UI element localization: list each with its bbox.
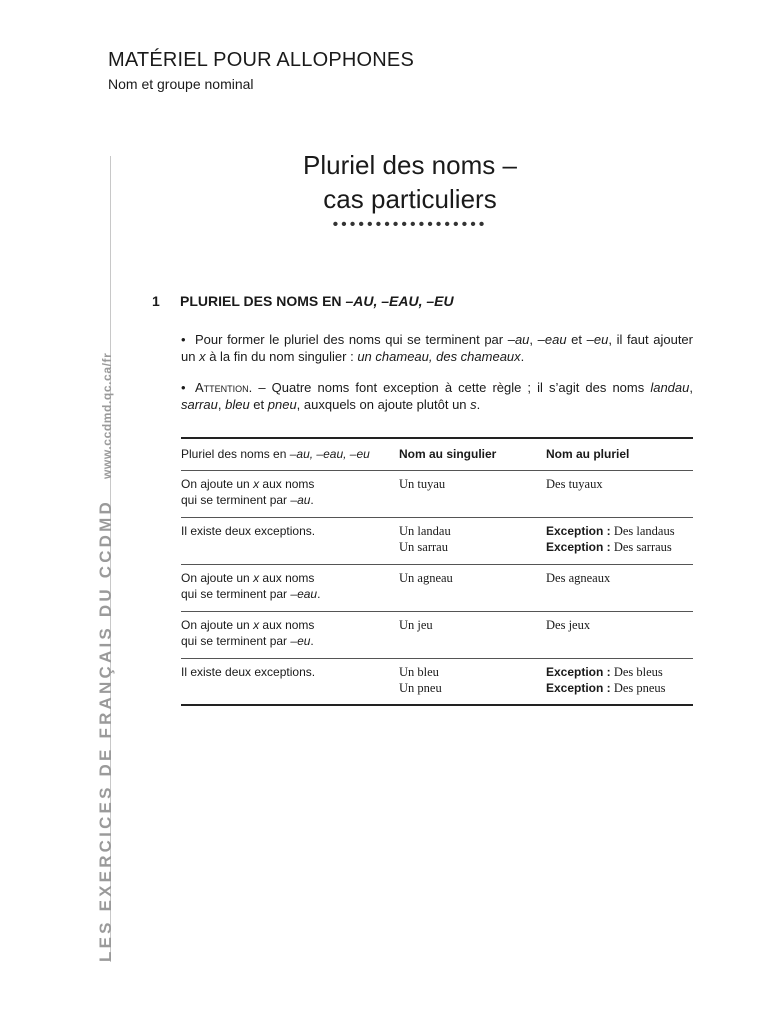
- table-row: [181, 564, 693, 611]
- italic-run: x: [253, 571, 260, 585]
- text-run: .: [310, 634, 314, 648]
- attention-paragraph: [181, 379, 693, 413]
- italic-run: bleu: [225, 397, 250, 412]
- attention-label: Attention.: [195, 380, 253, 395]
- italic-run: –eu: [586, 332, 609, 347]
- column-header-rule: [181, 439, 399, 470]
- exception-label: Exception :: [546, 524, 611, 538]
- italic-run: un chameau, des chameaux: [357, 349, 521, 364]
- text-run: ,: [529, 332, 538, 347]
- table-row: [181, 470, 693, 517]
- italic-run: s: [470, 397, 477, 412]
- cell-line: Un sarrau: [399, 540, 448, 554]
- page-title-line-2: cas particuliers: [323, 184, 497, 214]
- singular-cell: Un tuyau: [399, 477, 446, 491]
- italic-run: –au: [290, 493, 311, 507]
- italic-run: –eau: [537, 332, 567, 347]
- rule-cell: [181, 612, 399, 658]
- plural-cell: Des agneaux: [546, 571, 611, 585]
- table-header-row: [181, 439, 693, 470]
- italic-run: x: [253, 618, 260, 632]
- rule-cell: [181, 565, 399, 611]
- italic-run: –eau: [290, 587, 318, 601]
- table-row: [181, 658, 693, 704]
- series-subtitle: Nom et groupe nominal: [108, 76, 254, 92]
- exception-label: Exception :: [546, 681, 611, 695]
- cell-line: [546, 523, 693, 539]
- plural-cell: [546, 518, 693, 564]
- section-number: 1: [152, 293, 160, 309]
- text-run: On ajoute un: [181, 477, 254, 491]
- text-run: qui se terminent par: [181, 634, 291, 648]
- cell-line: [181, 586, 399, 602]
- cell-line: [181, 570, 399, 586]
- italic-run: x: [199, 349, 206, 364]
- text-run: .: [317, 587, 321, 601]
- cell-line: Un bleu: [399, 665, 439, 679]
- text-run: – Quatre noms font exception à cette règle ; il s’agit des noms: [252, 380, 651, 395]
- plural-rules-table: [181, 437, 693, 706]
- exception-label: Exception :: [546, 665, 611, 679]
- rule-paragraph: [181, 331, 693, 365]
- sidebar-vertical-text: [96, 353, 116, 962]
- text-run: .: [310, 493, 314, 507]
- bullet-point: •: [181, 380, 186, 395]
- text-run: aux noms: [259, 618, 315, 632]
- singular-cell: Un jeu: [399, 618, 433, 632]
- section-heading: [152, 293, 454, 309]
- rule-cell: [181, 471, 399, 517]
- title-dots-divider: ••••••••••••••••••: [332, 216, 488, 233]
- bullet-point: •: [181, 332, 186, 347]
- cell-line: [181, 492, 399, 508]
- table-row: [181, 517, 693, 564]
- cell-line: [546, 539, 693, 555]
- cell-line: [546, 680, 693, 696]
- rule-cell: Il existe deux exceptions.: [181, 665, 316, 679]
- text-run: On ajoute un: [181, 618, 254, 632]
- singular-cell: [399, 659, 546, 704]
- cell-line: [546, 664, 693, 680]
- italic-run: pneu: [267, 397, 297, 412]
- singular-cell: [399, 518, 546, 564]
- text-run: Des sarraus: [610, 540, 672, 554]
- text-run: Des bleus: [610, 665, 663, 679]
- text-run: à la fin du nom singulier :: [205, 349, 358, 364]
- cell-line: [181, 633, 399, 649]
- italic-run: sarrau: [181, 397, 218, 412]
- document-header: [108, 48, 414, 93]
- text-run: Des pneus: [610, 681, 666, 695]
- table-row: [181, 611, 693, 658]
- plural-cell: [546, 659, 693, 704]
- sidebar-url[interactable]: www.ccdmd.qc.ca/fr: [100, 352, 114, 479]
- plural-cell: Des tuyaux: [546, 477, 603, 491]
- italic-run: landau: [650, 380, 690, 395]
- plural-cell: Des jeux: [546, 618, 591, 632]
- italic-run: x: [253, 477, 260, 491]
- cell-line: Un landau: [399, 524, 451, 538]
- page-title: [260, 148, 560, 216]
- text-run: .: [476, 397, 481, 412]
- singular-cell: Un agneau: [399, 571, 453, 585]
- text-run: Pour former le pluriel des noms qui se terminent par: [195, 332, 508, 347]
- text-run: ,: [217, 397, 226, 412]
- rule-cell: Il existe deux exceptions.: [181, 524, 316, 538]
- text-run: Pluriel des noms en: [181, 447, 290, 461]
- section-title-prefix: PLURIEL DES NOMS EN: [180, 293, 346, 309]
- exception-label: Exception :: [546, 540, 611, 554]
- italic-run: –eu: [290, 634, 311, 648]
- cell-line: [181, 476, 399, 492]
- text-run: On ajoute un: [181, 571, 254, 585]
- text-run: Des landaus: [610, 524, 675, 538]
- text-run: , auxquels on ajoute plutôt un: [296, 397, 471, 412]
- text-run: et: [566, 332, 587, 347]
- cell-line: [181, 617, 399, 633]
- text-run: .: [520, 349, 525, 364]
- text-run: qui se terminent par: [181, 587, 291, 601]
- text-run: aux noms: [259, 477, 315, 491]
- cell-line: Un pneu: [399, 681, 442, 695]
- text-run: et: [249, 397, 268, 412]
- column-header-singular: Nom au singulier: [399, 447, 497, 461]
- italic-run: –au, –eau, –eu: [289, 447, 370, 461]
- series-title: MATÉRIEL POUR ALLOPHONES: [108, 49, 414, 71]
- text-run: ,: [689, 380, 693, 395]
- text-run: , il faut ajouter un: [181, 332, 693, 364]
- sidebar-brand: LES EXERCICES DE FRANÇAIS DU CCDMD: [96, 499, 115, 962]
- text-run: aux noms: [259, 571, 315, 585]
- italic-run: –au: [507, 332, 530, 347]
- page-title-line-1: Pluriel des noms –: [303, 150, 517, 180]
- text-run: qui se terminent par: [181, 493, 291, 507]
- column-header-plural: Nom au pluriel: [546, 447, 630, 461]
- section-title-suffix: –AU, –EAU, –EU: [345, 293, 454, 309]
